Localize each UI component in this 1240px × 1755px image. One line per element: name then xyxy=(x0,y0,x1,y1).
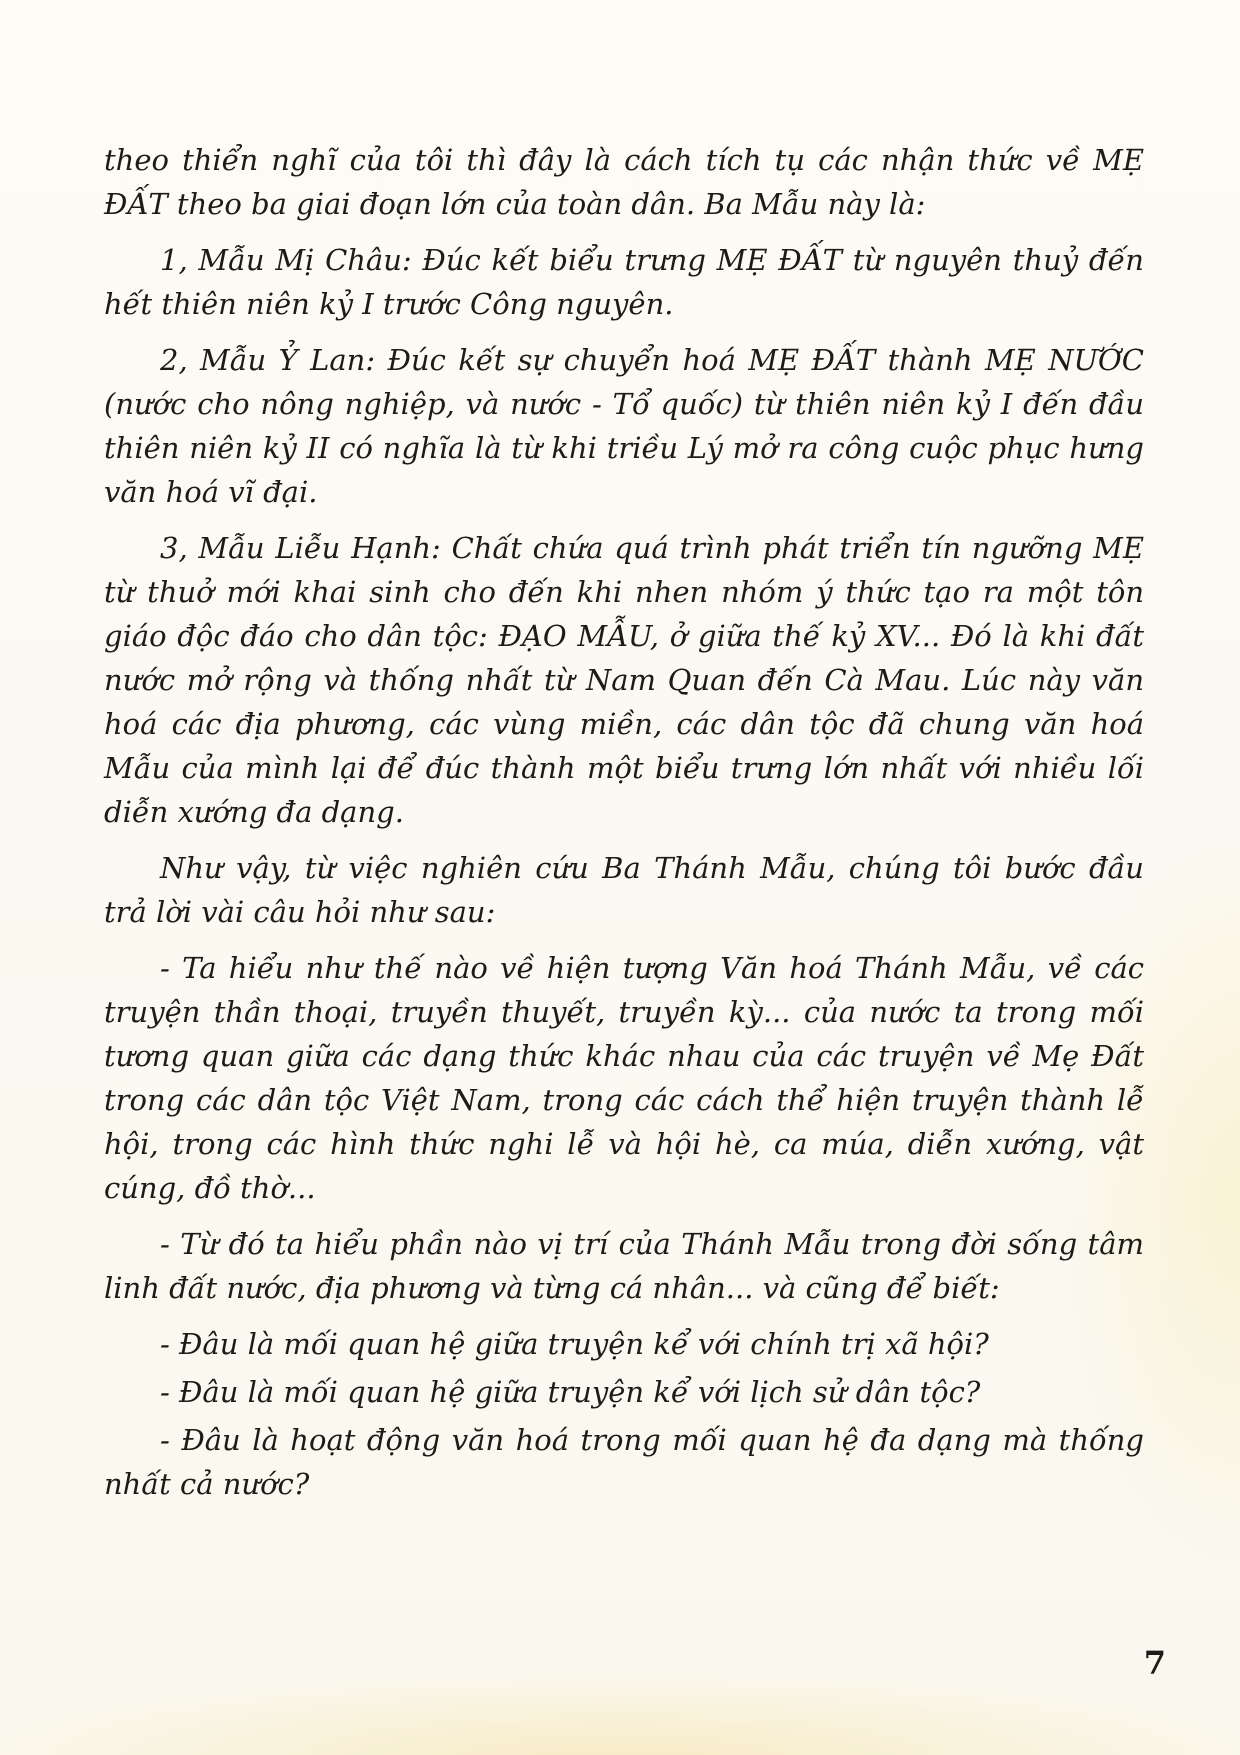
paragraph-intro: theo thiển nghĩ của tôi thì đây là cách tích tụ các nhận thức về MẸ ĐẤT theo ba giai đoạn lớn của toàn dân. Ba Mẫu này là: xyxy=(104,143,1144,221)
question-item: - Đâu là mối quan hệ giữa truyện kể với lịch sử dân tộc? xyxy=(160,1375,981,1409)
body-text xyxy=(104,138,1144,1518)
paragraph-mau-mi-chau: 1, Mẫu Mị Châu: Đúc kết biểu trưng MẸ ĐẤT từ nguyên thuỷ đến hết thiên niên kỷ I trước Công nguyên. xyxy=(104,243,1144,321)
page-number: 7 xyxy=(1143,1644,1166,1682)
question-item: - Đâu là hoạt động văn hoá trong mối quan hệ đa dạng mà thống nhất cả nước? xyxy=(104,1423,1144,1501)
question-item: - Ta hiểu như thế nào về hiện tượng Văn hoá Thánh Mẫu, về các truyện thần thoại, truyền thuyết, truyền kỳ... của nước ta trong mối tương quan giữa các dạng thức khác nhau của các truyện về Mẹ Đất trong các dân tộc Việt Nam, trong các cách thể hiện truyện thành lễ hội, trong các hình thức nghi lễ và hội hè, ca múa, diễn xướng, vật cúng, đồ thờ... xyxy=(104,951,1144,1205)
question-item: - Đâu là mối quan hệ giữa truyện kể với chính trị xã hội? xyxy=(160,1327,989,1361)
question-item: - Từ đó ta hiểu phần nào vị trí của Thánh Mẫu trong đời sống tâm linh đất nước, địa phương và từng cá nhân... và cũng để biết: xyxy=(104,1227,1144,1305)
paragraph-mau-lieu-hanh: 3, Mẫu Liễu Hạnh: Chất chứa quá trình phát triển tín ngưỡng MẸ từ thuở mới khai sinh cho đến khi nhen nhóm ý thức tạo ra một tôn giáo độc đáo cho dân tộc: ĐẠO MẪU, ở giữa thế kỷ XV... Đó là khi đất nước mở rộng và thống nhất từ Nam Quan đến Cà Mau. Lúc này văn hoá các địa phương, các vùng miền, các dân tộc đã chung văn hoá Mẫu của mình lại để đúc thành một biểu trưng lớn nhất với nhiều lối diễn xướng đa dạng. xyxy=(104,531,1144,829)
paragraph-mau-y-lan: 2, Mẫu Ỷ Lan: Đúc kết sự chuyển hoá MẸ ĐẤT thành MẸ NƯỚC (nước cho nông nghiệp, và nước - Tổ quốc) từ thiên niên kỷ I đến đầu thiên niên kỷ II có nghĩa là từ khi triều Lý mở ra công cuộc phục hưng văn hoá vĩ đại. xyxy=(104,343,1144,509)
paragraph-summary: Như vậy, từ việc nghiên cứu Ba Thánh Mẫu, chúng tôi bước đầu trả lời vài câu hỏi như sau: xyxy=(104,851,1144,929)
